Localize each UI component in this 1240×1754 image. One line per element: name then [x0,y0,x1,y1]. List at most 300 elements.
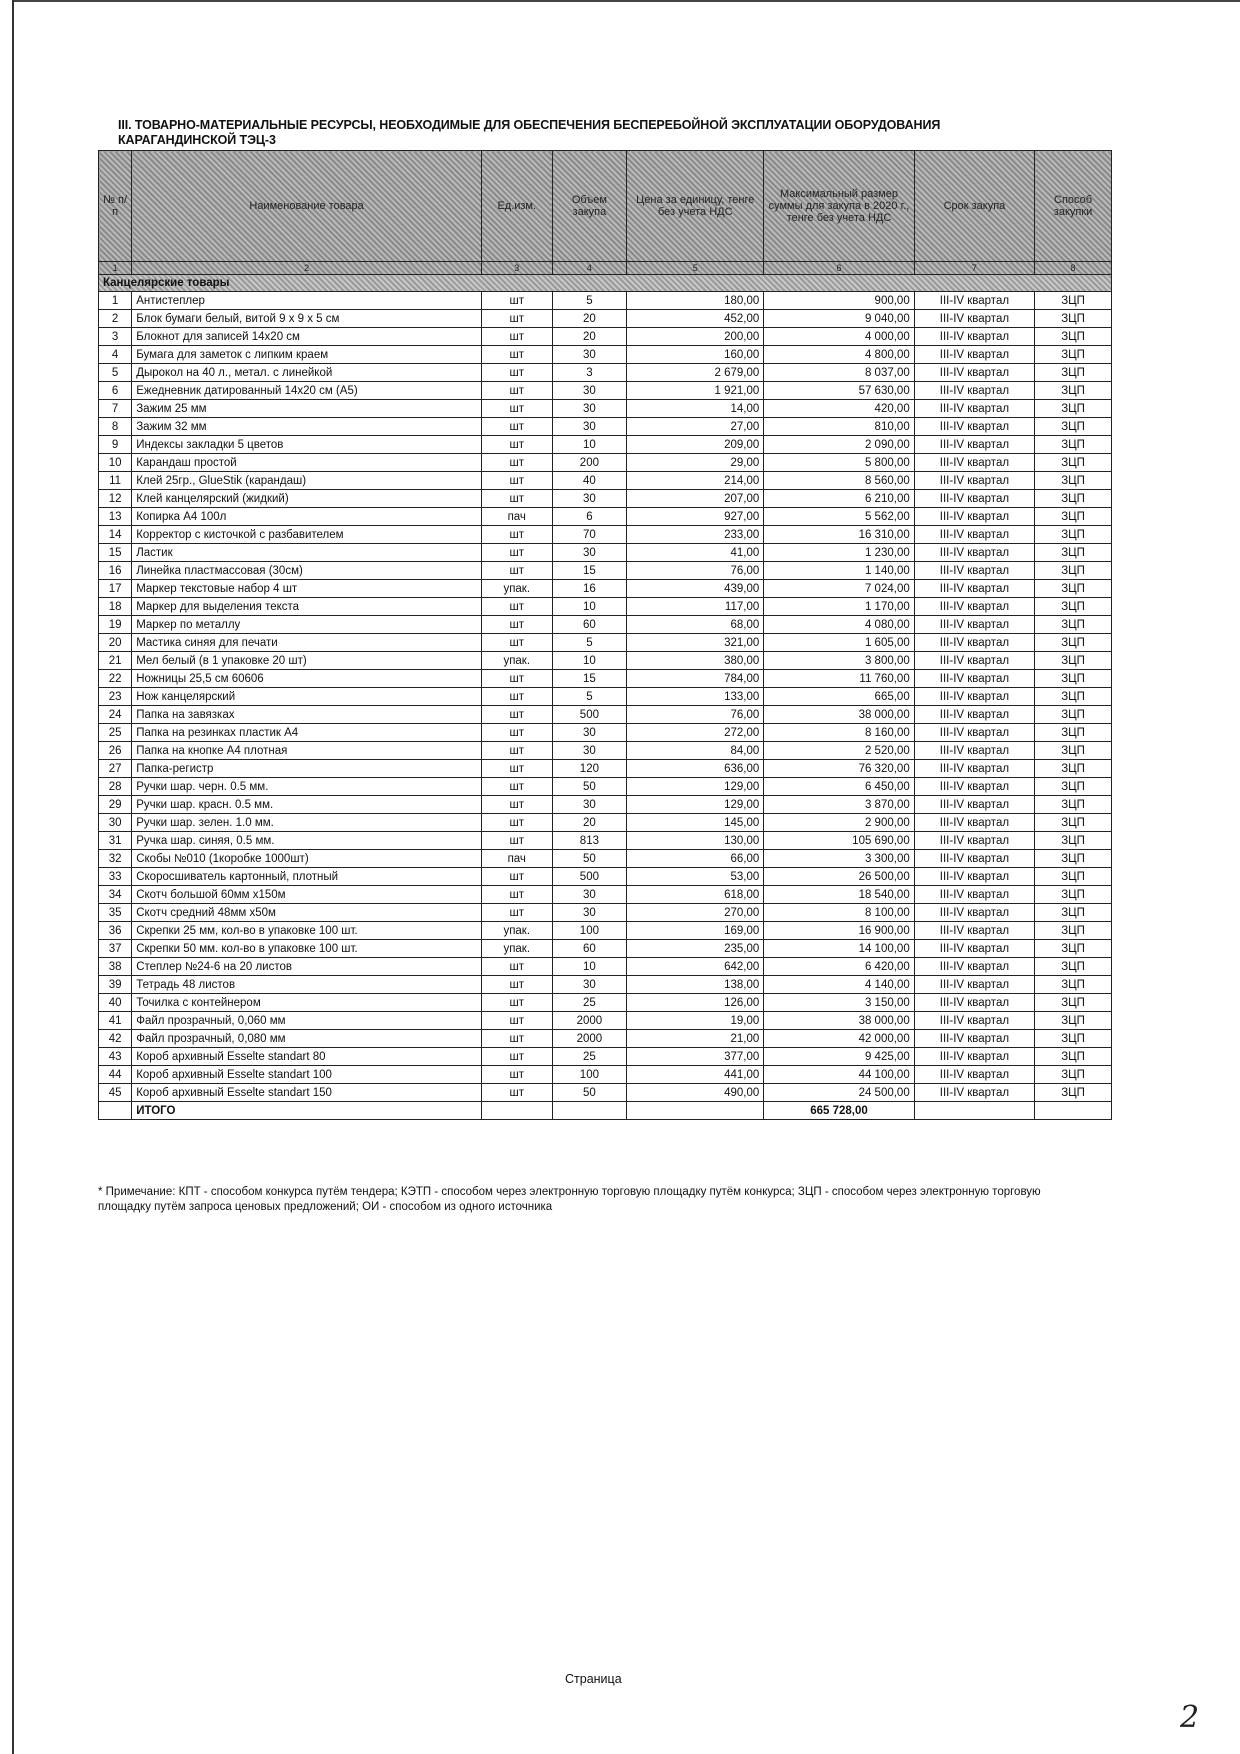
item-name: Точилка с контейнером [132,994,482,1012]
quantity: 30 [552,490,627,508]
row-number: 16 [99,562,132,580]
quantity: 30 [552,976,627,994]
unit-price: 272,00 [627,724,764,742]
unit-price: 29,00 [627,454,764,472]
quantity: 15 [552,562,627,580]
row-number: 18 [99,598,132,616]
item-name: Папка на кнопке А4 плотная [132,742,482,760]
max-amount: 38 000,00 [764,706,914,724]
unit: шт [481,994,552,1012]
header-cell: Срок закупа [914,151,1034,262]
table-row [99,778,1112,796]
unit: шт [481,1030,552,1048]
unit-price: 214,00 [627,472,764,490]
handwritten-page-number: 2 [1180,1700,1200,1735]
purchase-method: ЗЦП [1035,490,1112,508]
table-row [99,436,1112,454]
purchase-period: III-IV квартал [914,580,1034,598]
table-row [99,616,1112,634]
purchase-period: III-IV квартал [914,688,1034,706]
purchase-method: ЗЦП [1035,310,1112,328]
row-number: 19 [99,616,132,634]
unit-price: 66,00 [627,850,764,868]
table-row [99,598,1112,616]
section-row [99,275,1112,292]
item-name: Копирка А4 100л [132,508,482,526]
quantity: 10 [552,436,627,454]
unit: шт [481,742,552,760]
footnote: * Примечание: КПТ - способом конкурса путём тендера; КЭТП - способом через электронную торговую площадку путём конкурса; ЗЦП - способом через электронную торговую площадку путём запроса ценовых предложений; ОИ - способом из одного источника [98,1186,1041,1213]
table-body [99,275,1112,1102]
quantity: 50 [552,850,627,868]
table-row [99,760,1112,778]
unit-price: 618,00 [627,886,764,904]
purchase-method: ЗЦП [1035,472,1112,490]
table-row [99,562,1112,580]
purchase-period: III-IV квартал [914,364,1034,382]
unit: шт [481,814,552,832]
purchase-period: III-IV квартал [914,940,1034,958]
item-name: Зажим 25 мм [132,400,482,418]
unit: шт [481,832,552,850]
table-row [99,976,1112,994]
row-number: 3 [99,328,132,346]
table-row [99,400,1112,418]
unit-price: 133,00 [627,688,764,706]
row-number: 11 [99,472,132,490]
item-name: Короб архивный Esselte standart 80 [132,1048,482,1066]
unit: шт [481,1012,552,1030]
quantity: 60 [552,616,627,634]
max-amount: 5 562,00 [764,508,914,526]
table-row [99,418,1112,436]
max-amount: 9 425,00 [764,1048,914,1066]
purchase-method: ЗЦП [1035,688,1112,706]
row-number: 23 [99,688,132,706]
purchase-method: ЗЦП [1035,454,1112,472]
row-number: 6 [99,382,132,400]
purchase-method: ЗЦП [1035,508,1112,526]
row-number: 4 [99,346,132,364]
purchase-method: ЗЦП [1035,418,1112,436]
item-name: Скрепки 25 мм, кол-во в упаковке 100 шт. [132,922,482,940]
purchase-method: ЗЦП [1035,598,1112,616]
item-name: Маркер для выделения текста [132,598,482,616]
unit: шт [481,310,552,328]
row-number: 8 [99,418,132,436]
item-name: Скотч средний 48мм х50м [132,904,482,922]
purchase-period: III-IV квартал [914,1048,1034,1066]
table-row [99,382,1112,400]
purchase-period: III-IV квартал [914,868,1034,886]
quantity: 30 [552,886,627,904]
table-row [99,670,1112,688]
purchase-method: ЗЦП [1035,778,1112,796]
scan-edge-top [12,0,1240,2]
item-name: Линейка пластмассовая (30см) [132,562,482,580]
row-number: 7 [99,400,132,418]
total-empty [481,1102,552,1120]
purchase-method: ЗЦП [1035,994,1112,1012]
table-row [99,868,1112,886]
quantity: 15 [552,670,627,688]
total-empty [914,1102,1034,1120]
table-row [99,526,1112,544]
item-name: Клей канцелярский (жидкий) [132,490,482,508]
item-name: Ножницы 25,5 см 60606 [132,670,482,688]
unit-price: 145,00 [627,814,764,832]
unit: шт [481,976,552,994]
table-row [99,508,1112,526]
item-name: Файл прозрачный, 0,080 мм [132,1030,482,1048]
purchase-method: ЗЦП [1035,904,1112,922]
quantity: 16 [552,580,627,598]
item-name: Файл прозрачный, 0,060 мм [132,1012,482,1030]
unit: шт [481,364,552,382]
header-cell: Цена за единицу, тенге без учета НДС [627,151,764,262]
column-number: 6 [764,262,914,275]
item-name: Блок бумаги белый, витой 9 х 9 х 5 см [132,310,482,328]
quantity: 5 [552,688,627,706]
quantity: 3 [552,364,627,382]
unit: шт [481,670,552,688]
max-amount: 16 310,00 [764,526,914,544]
max-amount: 76 320,00 [764,760,914,778]
unit: шт [481,1066,552,1084]
header-cell: Наименование товара [132,151,482,262]
purchase-period: III-IV квартал [914,922,1034,940]
unit-price: 76,00 [627,706,764,724]
unit: шт [481,598,552,616]
quantity: 50 [552,778,627,796]
table-row [99,958,1112,976]
item-name: Степлер №24-6 на 20 листов [132,958,482,976]
purchase-period: III-IV квартал [914,400,1034,418]
item-name: Бумага для заметок с липким краем [132,346,482,364]
unit-price: 377,00 [627,1048,764,1066]
item-name: Ежедневник датированный 14х20 см (А5) [132,382,482,400]
table-row [99,796,1112,814]
purchase-period: III-IV квартал [914,598,1034,616]
table-row [99,364,1112,382]
purchase-method: ЗЦП [1035,616,1112,634]
unit: шт [481,868,552,886]
max-amount: 1 230,00 [764,544,914,562]
item-name: Индексы закладки 5 цветов [132,436,482,454]
unit: шт [481,1048,552,1066]
row-number: 36 [99,922,132,940]
header-cell: Способ закупки [1035,151,1112,262]
purchase-period: III-IV квартал [914,634,1034,652]
unit: шт [481,472,552,490]
item-name: Ручки шар. зелен. 1.0 мм. [132,814,482,832]
purchase-method: ЗЦП [1035,1084,1112,1102]
purchase-period: III-IV квартал [914,346,1034,364]
max-amount: 4 800,00 [764,346,914,364]
quantity: 100 [552,1066,627,1084]
item-name: Папка на резинках пластик А4 [132,724,482,742]
purchase-period: III-IV квартал [914,850,1034,868]
unit-price: 1 921,00 [627,382,764,400]
quantity: 120 [552,760,627,778]
row-number: 14 [99,526,132,544]
row-number: 37 [99,940,132,958]
item-name: Маркер текстовые набор 4 шт [132,580,482,598]
max-amount: 4 140,00 [764,976,914,994]
purchase-period: III-IV квартал [914,328,1034,346]
purchase-period: III-IV квартал [914,310,1034,328]
item-name: Папка-регистр [132,760,482,778]
purchase-method: ЗЦП [1035,706,1112,724]
max-amount: 3 150,00 [764,994,914,1012]
quantity: 40 [552,472,627,490]
max-amount: 1 140,00 [764,562,914,580]
unit: шт [481,400,552,418]
purchase-method: ЗЦП [1035,436,1112,454]
purchase-method: ЗЦП [1035,1030,1112,1048]
item-name: Дырокол на 40 л., метал. с линейкой [132,364,482,382]
purchase-method: ЗЦП [1035,886,1112,904]
table-row [99,490,1112,508]
purchase-period: III-IV квартал [914,760,1034,778]
column-number: 7 [914,262,1034,275]
total-empty [99,1102,132,1120]
purchase-period: III-IV квартал [914,454,1034,472]
purchase-method: ЗЦП [1035,976,1112,994]
purchase-period: III-IV квартал [914,1030,1034,1048]
unit: упак. [481,922,552,940]
item-name: Ручка шар. синяя, 0.5 мм. [132,832,482,850]
purchase-method: ЗЦП [1035,832,1112,850]
unit-price: 321,00 [627,634,764,652]
item-name: Скобы №010 (1коробке 1000шт) [132,850,482,868]
purchase-period: III-IV квартал [914,544,1034,562]
row-number: 17 [99,580,132,598]
purchase-period: III-IV квартал [914,706,1034,724]
table-row [99,454,1112,472]
table-row [99,1066,1112,1084]
quantity: 30 [552,382,627,400]
quantity: 30 [552,400,627,418]
column-number: 4 [552,262,627,275]
unit-price: 441,00 [627,1066,764,1084]
unit-price: 27,00 [627,418,764,436]
header-cell: № п/п [99,151,132,262]
purchase-method: ЗЦП [1035,868,1112,886]
table-row [99,544,1112,562]
item-name: Блокнот для записей 14х20 см [132,328,482,346]
item-name: Нож канцелярский [132,688,482,706]
unit-price: 2 679,00 [627,364,764,382]
quantity: 10 [552,958,627,976]
quantity: 30 [552,796,627,814]
purchase-period: III-IV квартал [914,490,1034,508]
purchase-period: III-IV квартал [914,1012,1034,1030]
purchase-method: ЗЦП [1035,1048,1112,1066]
unit-price: 380,00 [627,652,764,670]
quantity: 30 [552,724,627,742]
row-number: 15 [99,544,132,562]
row-number: 44 [99,1066,132,1084]
table-row [99,1012,1112,1030]
table-row [99,994,1112,1012]
unit-price: 207,00 [627,490,764,508]
row-number: 26 [99,742,132,760]
quantity: 813 [552,832,627,850]
purchase-method: ЗЦП [1035,328,1112,346]
max-amount: 9 040,00 [764,310,914,328]
purchase-method: ЗЦП [1035,580,1112,598]
header-cell: Ед.изм. [481,151,552,262]
item-name: Скотч большой 60мм х150м [132,886,482,904]
item-name: Маркер по металлу [132,616,482,634]
purchase-period: III-IV квартал [914,562,1034,580]
item-name: Короб архивный Esselte standart 150 [132,1084,482,1102]
unit-price: 235,00 [627,940,764,958]
column-number-row [99,262,1112,275]
row-number: 21 [99,652,132,670]
quantity: 20 [552,310,627,328]
purchase-period: III-IV квартал [914,886,1034,904]
table-row [99,742,1112,760]
unit-price: 84,00 [627,742,764,760]
purchase-method: ЗЦП [1035,922,1112,940]
unit: упак. [481,580,552,598]
total-empty [1035,1102,1112,1120]
unit: шт [481,706,552,724]
quantity: 5 [552,292,627,310]
unit-price: 180,00 [627,292,764,310]
max-amount: 18 540,00 [764,886,914,904]
unit: шт [481,796,552,814]
table-row [99,922,1112,940]
purchase-method: ЗЦП [1035,400,1112,418]
purchase-method: ЗЦП [1035,544,1112,562]
unit: упак. [481,652,552,670]
unit: шт [481,328,552,346]
item-name: Ручки шар. красн. 0.5 мм. [132,796,482,814]
table-row [99,1048,1112,1066]
column-number: 1 [99,262,132,275]
unit-price: 138,00 [627,976,764,994]
purchase-period: III-IV квартал [914,382,1034,400]
max-amount: 900,00 [764,292,914,310]
unit-price: 76,00 [627,562,764,580]
item-name: Папка на завязках [132,706,482,724]
unit-price: 439,00 [627,580,764,598]
item-name: Короб архивный Esselte standart 100 [132,1066,482,1084]
quantity: 20 [552,328,627,346]
max-amount: 2 520,00 [764,742,914,760]
unit-price: 14,00 [627,400,764,418]
purchase-method: ЗЦП [1035,796,1112,814]
purchase-method: ЗЦП [1035,670,1112,688]
table-row [99,1030,1112,1048]
table-row [99,814,1112,832]
table-row [99,940,1112,958]
max-amount: 2 090,00 [764,436,914,454]
quantity: 30 [552,346,627,364]
purchase-method: ЗЦП [1035,1012,1112,1030]
item-name: Мастика синяя для печати [132,634,482,652]
total-label: ИТОГО [132,1102,482,1120]
table-row [99,652,1112,670]
unit-price: 53,00 [627,868,764,886]
unit: шт [481,760,552,778]
row-number: 2 [99,310,132,328]
purchase-period: III-IV квартал [914,814,1034,832]
purchase-period: III-IV квартал [914,796,1034,814]
unit-price: 130,00 [627,832,764,850]
purchase-period: III-IV квартал [914,670,1034,688]
max-amount: 8 560,00 [764,472,914,490]
quantity: 30 [552,418,627,436]
max-amount: 2 900,00 [764,814,914,832]
item-name: Мел белый (в 1 упаковке 20 шт) [132,652,482,670]
row-number: 1 [99,292,132,310]
item-name: Антистеплер [132,292,482,310]
unit-price: 129,00 [627,796,764,814]
purchase-period: III-IV квартал [914,958,1034,976]
unit-price: 209,00 [627,436,764,454]
max-amount: 8 037,00 [764,364,914,382]
max-amount: 4 080,00 [764,616,914,634]
unit: шт [481,490,552,508]
unit-price: 270,00 [627,904,764,922]
section-label: Канцелярские товары [99,275,1112,292]
quantity: 60 [552,940,627,958]
purchase-method: ЗЦП [1035,292,1112,310]
quantity: 2000 [552,1030,627,1048]
quantity: 500 [552,706,627,724]
purchase-period: III-IV квартал [914,472,1034,490]
max-amount: 5 800,00 [764,454,914,472]
quantity: 25 [552,994,627,1012]
table-row [99,328,1112,346]
row-number: 42 [99,1030,132,1048]
total-empty [627,1102,764,1120]
purchase-method: ЗЦП [1035,958,1112,976]
quantity: 500 [552,868,627,886]
max-amount: 24 500,00 [764,1084,914,1102]
row-number: 29 [99,796,132,814]
purchase-method: ЗЦП [1035,364,1112,382]
quantity: 5 [552,634,627,652]
unit: шт [481,634,552,652]
quantity: 30 [552,544,627,562]
unit: шт [481,886,552,904]
row-number: 41 [99,1012,132,1030]
table-row [99,1084,1112,1102]
unit: шт [481,526,552,544]
row-number: 10 [99,454,132,472]
purchase-period: III-IV квартал [914,742,1034,760]
purchase-period: III-IV квартал [914,994,1034,1012]
max-amount: 26 500,00 [764,868,914,886]
purchase-method: ЗЦП [1035,724,1112,742]
unit-price: 160,00 [627,346,764,364]
unit: шт [481,454,552,472]
max-amount: 42 000,00 [764,1030,914,1048]
quantity: 6 [552,508,627,526]
purchase-method: ЗЦП [1035,526,1112,544]
max-amount: 105 690,00 [764,832,914,850]
row-number: 35 [99,904,132,922]
quantity: 2000 [552,1012,627,1030]
unit: шт [481,616,552,634]
unit: шт [481,346,552,364]
max-amount: 16 900,00 [764,922,914,940]
